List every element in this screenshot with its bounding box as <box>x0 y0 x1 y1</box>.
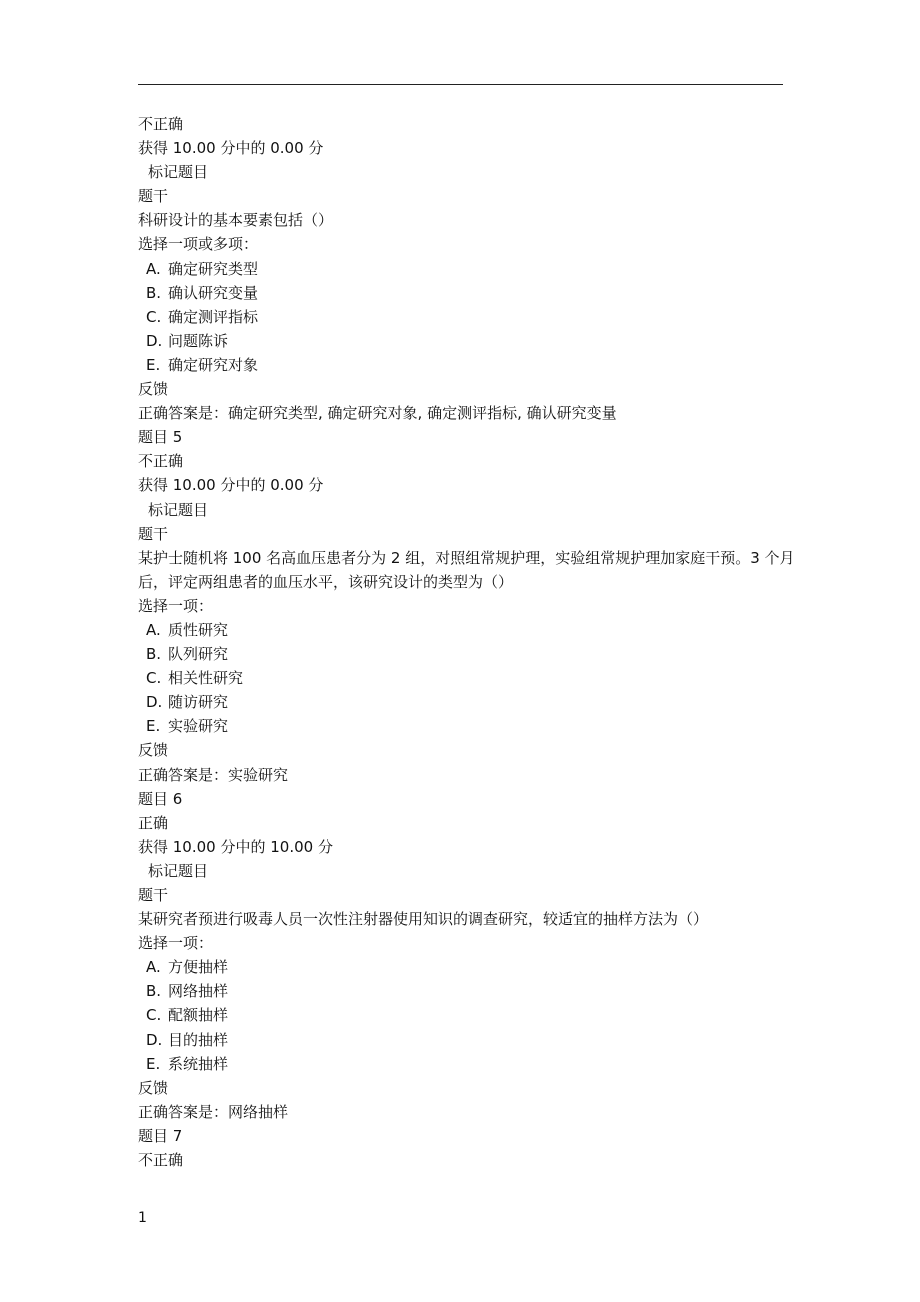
option-letter: E. <box>146 1054 161 1073</box>
option-text: 问题陈诉 <box>168 331 229 350</box>
option-letter: B. <box>146 283 162 302</box>
option-text: 方便抽样 <box>168 958 229 977</box>
option-a[interactable] <box>138 955 798 979</box>
option-letter: A. <box>146 958 161 977</box>
option-text: 相关性研究 <box>168 669 244 688</box>
option-a[interactable] <box>138 257 798 281</box>
option-text: 实验研究 <box>168 717 229 736</box>
option-text: 队列研究 <box>168 645 229 664</box>
option-letter: C. <box>146 307 162 326</box>
option-letter: A. <box>146 259 161 278</box>
stem-label: 题干 <box>138 187 169 206</box>
document-body <box>138 112 798 1172</box>
instruction-text: 选择一项或多项： <box>138 235 259 254</box>
option-text: 系统抽样 <box>168 1054 229 1073</box>
option-letter: C. <box>146 669 162 688</box>
option-d[interactable] <box>138 329 798 353</box>
status-text: 不正确 <box>138 452 184 471</box>
option-c[interactable] <box>138 666 798 690</box>
option-text: 确定研究对象 <box>168 355 259 374</box>
option-c[interactable] <box>138 1003 798 1027</box>
question-title: 题目 6 <box>138 789 183 808</box>
question-block <box>138 1124 798 1172</box>
option-text: 目的抽样 <box>168 1030 229 1049</box>
page-number: 1 <box>138 1210 147 1226</box>
question-title: 题目 7 <box>138 1126 183 1145</box>
flag-question-link[interactable]: 标记题目 <box>148 500 209 519</box>
question-block <box>138 112 798 425</box>
feedback-label: 反馈 <box>138 741 169 760</box>
option-text: 确定研究类型 <box>168 259 259 278</box>
option-text: 质性研究 <box>168 620 229 639</box>
question-block <box>138 425 798 786</box>
correct-answer-text: 正确答案是：网络抽样 <box>138 1102 289 1121</box>
option-b[interactable] <box>138 642 798 666</box>
option-letter: B. <box>146 982 162 1001</box>
stem-label: 题干 <box>138 524 169 543</box>
option-letter: D. <box>146 1030 163 1049</box>
option-text: 配额抽样 <box>168 1006 229 1025</box>
option-text: 网络抽样 <box>168 982 229 1001</box>
option-e[interactable] <box>138 1052 798 1076</box>
option-d[interactable] <box>138 690 798 714</box>
question-text: 某护士随机将 100 名高血压患者分为 2 组，对照组常规护理，实验组常规护理加家庭干预。3 个月后，评定两组患者的血压水平，该研究设计的类型为（） <box>138 548 795 591</box>
option-letter: D. <box>146 693 163 712</box>
option-letter: A. <box>146 620 161 639</box>
score-text: 获得 10.00 分中的 10.00 分 <box>138 837 333 856</box>
feedback-label: 反馈 <box>138 380 169 399</box>
question-block <box>138 787 798 1124</box>
question-text: 某研究者预进行吸毒人员一次性注射器使用知识的调查研究，较适宜的抽样方法为（） <box>138 910 709 929</box>
correct-answer-text: 正确答案是：确定研究类型, 确定研究对象, 确定测评指标, 确认研究变量 <box>138 404 617 423</box>
score-text: 获得 10.00 分中的 0.00 分 <box>138 139 324 158</box>
correct-answer-text: 正确答案是：实验研究 <box>138 765 289 784</box>
flag-question-link[interactable]: 标记题目 <box>148 163 209 182</box>
question-text: 科研设计的基本要素包括（） <box>138 211 334 230</box>
header-rule <box>138 84 783 85</box>
status-text: 不正确 <box>138 115 184 133</box>
option-c[interactable] <box>138 305 798 329</box>
question-title: 题目 5 <box>138 428 183 447</box>
option-b[interactable] <box>138 979 798 1003</box>
option-a[interactable] <box>138 618 798 642</box>
option-e[interactable] <box>138 353 798 377</box>
option-text: 确定测评指标 <box>168 307 259 326</box>
option-e[interactable] <box>138 714 798 738</box>
instruction-text: 选择一项： <box>138 596 214 615</box>
option-b[interactable] <box>138 281 798 305</box>
option-letter: E. <box>146 717 161 736</box>
feedback-label: 反馈 <box>138 1078 169 1097</box>
option-d[interactable] <box>138 1028 798 1052</box>
option-letter: D. <box>146 331 163 350</box>
option-letter: B. <box>146 645 162 664</box>
option-text: 随访研究 <box>168 693 229 712</box>
flag-question-link[interactable]: 标记题目 <box>148 861 209 880</box>
score-text: 获得 10.00 分中的 0.00 分 <box>138 476 324 495</box>
option-text: 确认研究变量 <box>168 283 259 302</box>
option-letter: C. <box>146 1006 162 1025</box>
status-text: 不正确 <box>138 1151 184 1170</box>
stem-label: 题干 <box>138 886 169 904</box>
status-text: 正确 <box>138 813 169 832</box>
option-letter: E. <box>146 355 161 374</box>
instruction-text: 选择一项： <box>138 934 214 953</box>
